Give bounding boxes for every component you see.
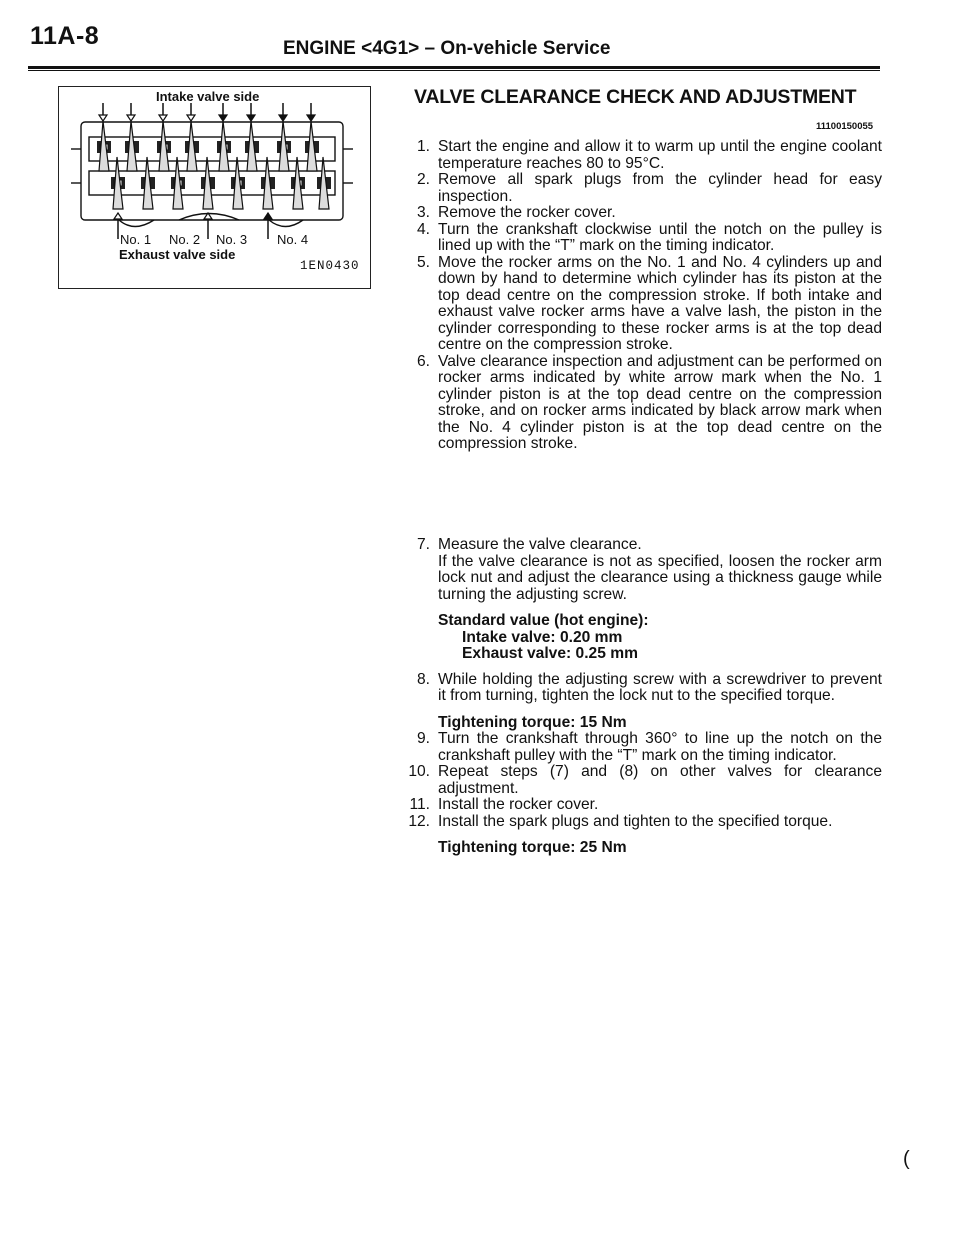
margin-mark: ( [903,1148,910,1170]
header-rule-thin [28,70,880,71]
step-3 [400,205,882,222]
step-text: Measure the valve clearance. [438,536,642,553]
tightening-torque-spec-2: Tightening torque: 25 Nm [438,839,627,856]
step-text-continued: If the valve clearance is not as specified, loosen the rocker arm lock nut and adjust the clearance using a thickness gauge while turning the adjusting screw. [438,552,882,603]
step-text: Valve clearance inspection and adjustment can be performed on rocker arms indicated by white arrow mark when the No. 1 cylinder piston is at the top dead centre on the compression stroke, and on rocker arms indicated by black arrow mark when the No. 4 cylinder piston is at the top dead centre on the compression stroke. [438,352,882,452]
step-text: Move the rocker arms on the No. 1 and No. 4 cylinders up and down by hand to determine which cylinder has its piston at the top dead centre on the compression stroke. If both intake and exhaust valve rocker arms have a valve lash, the piston in the cylinder corresponding to these rocker arms is at the top dead centre on the compression stroke. [438,253,882,353]
step-text: While holding the adjusting screw with a screwdriver to prevent it from turning, tighten the lock nut to the specified torque. [438,670,882,704]
step-text: Install the spark plugs and tighten to the specified torque. [438,812,833,830]
step-6 [400,354,882,453]
step-1 [400,139,882,172]
step-text: Start the engine and allow it to warm up until the engine coolant temperature reaches 80 to 95°C. [438,138,882,172]
intake-valve-side-label: Intake valve side [156,89,260,104]
step-12 [400,814,882,857]
step-number: 3. [416,204,430,221]
standard-value-label: Standard value (hot engine): [438,612,649,629]
page-number: 11A-8 [30,22,100,50]
page-header-title: ENGINE <4G1> – On-vehicle Service [283,38,611,59]
step-number: 8. [416,670,430,688]
procedure-steps-7-12 [400,537,882,857]
valve-layout-figure [58,86,371,289]
step-text: Repeat steps (7) and (8) on other valves for clearance adjustment. [438,763,882,797]
step-4 [400,222,882,255]
step-8 [400,672,882,732]
step-5 [400,255,882,354]
header-rule [28,66,880,69]
step-7 [400,537,882,663]
step-number: 2. [416,171,430,188]
step-number: 10. [408,763,430,780]
step-10 [400,764,882,797]
step-text: Turn the crankshaft through 360° to line up the notch on the crankshaft pulley with the “T” mark on the timing indicator. [438,730,882,764]
step-number: 5. [416,253,430,271]
figure-code: 1EN0430 [300,259,360,273]
step-text: Install the rocker cover. [438,796,599,813]
section-code: 11100150055 [816,121,874,132]
step-number: 9. [416,730,430,747]
step-text: Turn the crankshaft clockwise until the notch on the pulley is lined up with the “T” mark on the timing indicator. [438,220,882,254]
step-11 [400,797,882,814]
step-9 [400,731,882,764]
step-number: 7. [416,536,430,553]
cylinder-label-3: No. 3 [216,232,248,247]
tightening-torque-spec-1: Tightening torque: 15 Nm [438,713,627,731]
step-2 [400,172,882,205]
step-number: 4. [416,220,430,238]
intake-valve-spec: Intake valve: 0.20 mm [462,628,623,646]
cylinder-label-4: No. 4 [277,232,309,247]
step-number: 6. [416,352,430,370]
step-number: 1. [416,138,430,155]
cylinder-label-1: No. 1 [120,232,152,247]
step-text: Remove all spark plugs from the cylinder head for easy inspection. [438,171,882,205]
exhaust-valve-side-label: Exhaust valve side [119,247,236,262]
exhaust-valve-spec: Exhaust valve: 0.25 mm [462,645,638,662]
procedure-steps-1-6 [400,139,882,453]
step-text: Remove the rocker cover. [438,204,616,221]
step-number: 11. [409,796,430,813]
section-title: VALVE CLEARANCE CHECK AND ADJUSTMENT [414,86,857,108]
step-number: 12. [408,812,430,830]
cylinder-label-2: No. 2 [169,232,201,247]
